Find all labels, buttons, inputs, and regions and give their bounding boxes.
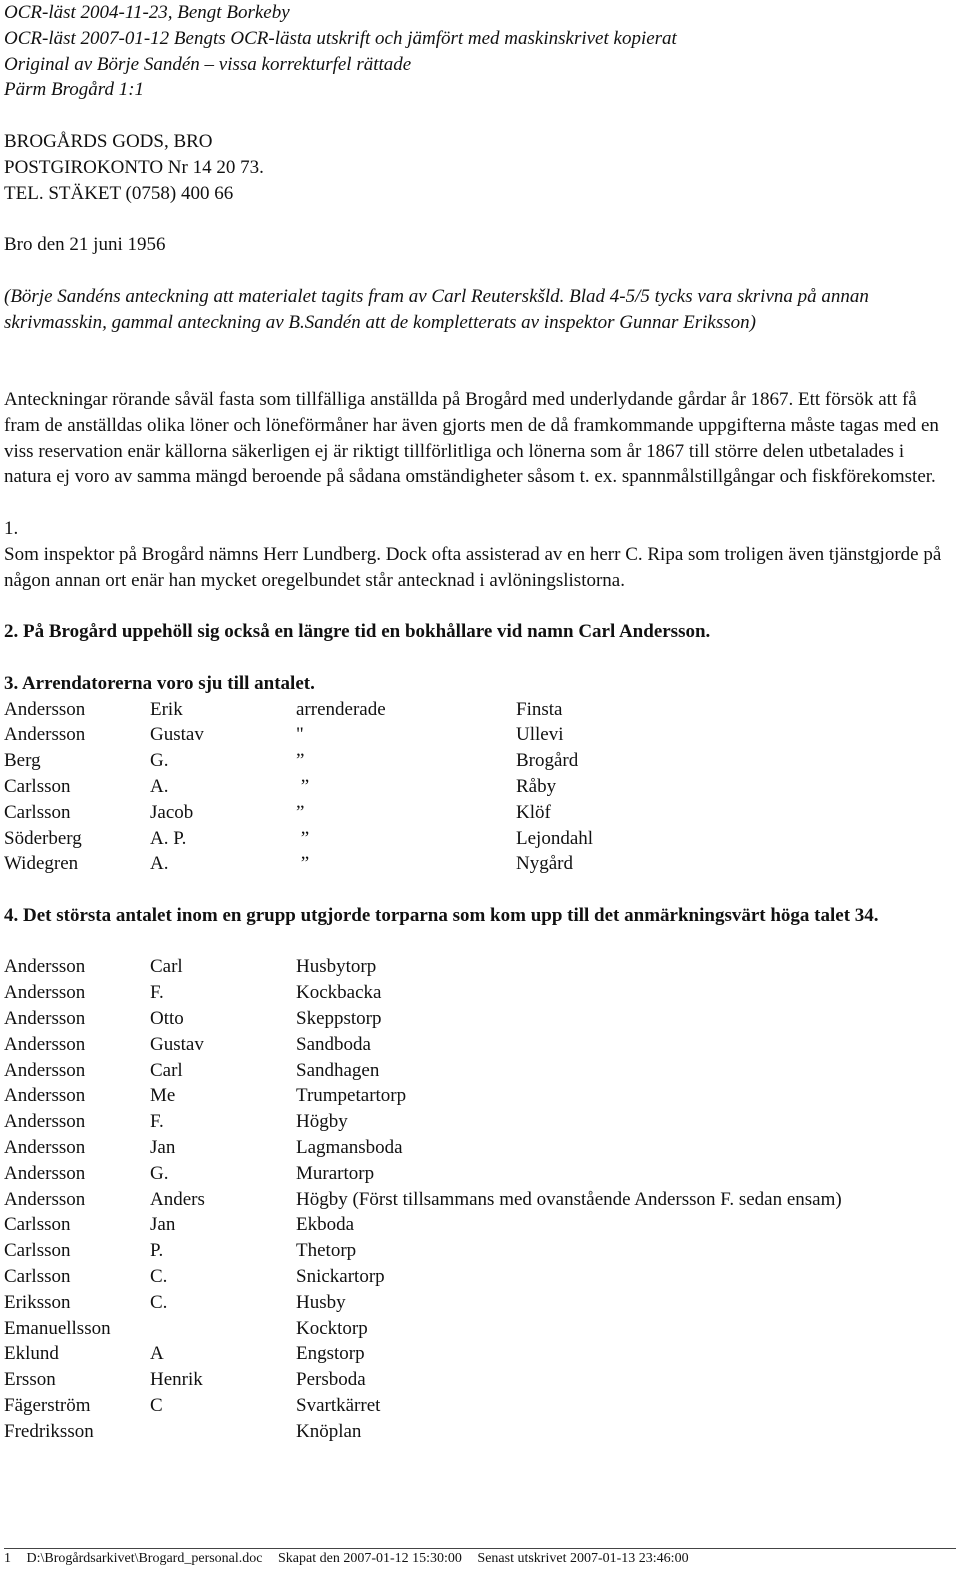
crofter-table	[4, 954, 956, 1444]
crofter-row	[4, 1419, 956, 1445]
tenant-status: ”	[296, 801, 305, 823]
crofter-surname: Andersson	[4, 1188, 86, 1210]
tenant-farm: Brogård	[516, 750, 579, 772]
section-1-number: 1.	[4, 517, 19, 539]
crofter-croft: Snickartorp	[296, 1266, 385, 1288]
tenant-row	[4, 800, 956, 826]
crofter-row	[4, 1083, 956, 1109]
footer-created: Skapat den 2007-01-12 15:30:00	[278, 1551, 462, 1566]
crofter-row	[4, 980, 956, 1006]
crofter-row	[4, 1316, 956, 1342]
crofter-firstname: Jan	[150, 1137, 176, 1159]
ocr-header	[4, 0, 956, 103]
crofter-firstname: C.	[150, 1266, 168, 1288]
tenant-firstname: Jacob	[150, 801, 194, 823]
tenant-row	[4, 826, 956, 852]
crofter-row	[4, 1135, 956, 1161]
crofter-surname: Carlsson	[4, 1214, 71, 1236]
crofter-surname: Ersson	[4, 1369, 56, 1391]
crofter-surname: Andersson	[4, 1033, 86, 1055]
crofter-firstname	[150, 1316, 296, 1342]
crofter-firstname: F.	[150, 982, 164, 1004]
tenant-table	[4, 697, 956, 878]
crofter-croft: Kockbacka	[296, 982, 382, 1004]
crofter-firstname: C.	[150, 1291, 168, 1313]
tenant-row	[4, 697, 956, 723]
crofter-croft: Thetorp	[296, 1240, 357, 1262]
tenant-farm: Finsta	[516, 698, 563, 720]
date-line: Bro den 21 juni 1956	[4, 234, 166, 256]
crofter-row	[4, 1161, 956, 1187]
tenant-firstname: Gustav	[150, 724, 204, 746]
tenant-status: arrenderade	[296, 698, 386, 720]
crofter-croft: Husbytorp	[296, 956, 377, 978]
crofter-row	[4, 1264, 956, 1290]
crofter-croft: Lagmansboda	[296, 1137, 403, 1159]
tenant-firstname: A.	[150, 853, 169, 875]
tenant-surname: Carlsson	[4, 775, 71, 797]
section-4-heading: 4. Det största antalet inom en grupp utgjorde torparna som kom upp till det anmärkningsvärt höga talet 34.	[4, 904, 879, 926]
crofter-row	[4, 954, 956, 980]
tenant-firstname: A.	[150, 775, 169, 797]
crofter-firstname: C	[150, 1395, 163, 1417]
tenant-farm: Nygård	[516, 853, 573, 875]
crofter-croft: Murartorp	[296, 1162, 375, 1184]
crofter-surname: Eriksson	[4, 1291, 71, 1313]
tenant-farm: Lejondahl	[516, 827, 594, 849]
tenant-surname: Widegren	[4, 853, 79, 875]
tenant-farm: Ullevi	[516, 724, 564, 746]
footer-printed: Senast utskrivet 2007-01-13 23:46:00	[477, 1551, 689, 1566]
crofter-croft: Skeppstorp	[296, 1008, 382, 1030]
header-line: Pärm Brogård 1:1	[4, 79, 145, 101]
crofter-surname: Fägerström	[4, 1395, 91, 1417]
crofter-surname: Emanuellsson	[4, 1317, 111, 1339]
tenant-status: "	[296, 724, 304, 746]
crofter-firstname: Jan	[150, 1214, 176, 1236]
tenant-surname: Andersson	[4, 724, 86, 746]
letterhead-line: BROGÅRDS GODS, BRO	[4, 130, 213, 152]
tenant-surname: Berg	[4, 750, 41, 772]
crofter-row	[4, 1006, 956, 1032]
section-2: 2. På Brogård uppehöll sig också en längre tid en bokhållare vid namn Carl Andersson.	[4, 621, 711, 643]
intro-paragraph: Anteckningar rörande såväl fasta som tillfälliga anställda på Brogård med underlydande gårdar år 1867. Ett försök att få fram de anställdas olika löner och löneförmåner har även gjorts men de då framkommande uppgifterna måste tagas med en viss reservation enär källorna säkerligen ej är riktigt tillförlitliga och lönerna som år 1867 till större delen utbetalades i natura ej voro av samma mängd beroende på sådana omständigheter såsom t. ex. spannmålstillgångar och fiskförekomster.	[4, 388, 939, 488]
tenant-surname: Andersson	[4, 698, 86, 720]
footer-page-number: 1	[4, 1551, 11, 1566]
tenant-status: ”	[296, 827, 310, 849]
crofter-surname: Carlsson	[4, 1240, 71, 1262]
tenant-farm: Klöf	[516, 801, 551, 823]
tenant-row	[4, 722, 956, 748]
tenant-firstname: G.	[150, 750, 169, 772]
crofter-croft: Persboda	[296, 1369, 366, 1391]
crofter-firstname: F.	[150, 1111, 164, 1133]
crofter-row	[4, 1187, 956, 1213]
editor-note: (Börje Sandéns anteckning att materialet tagits fram av Carl Reuterskšld. Blad 4-5/5 tycks vara skrivna på annan skrivmasskin, gammal anteckning av B.Sandén att de kompletterats av inspektor Gunnar Eriksson)	[4, 285, 869, 333]
tenant-firstname: Erik	[150, 698, 183, 720]
tenant-farm: Råby	[516, 775, 557, 797]
letterhead	[4, 129, 956, 206]
crofter-croft: Engstorp	[296, 1343, 365, 1365]
section-3-heading: 3. Arrendatorerna voro sju till antalet.	[4, 672, 315, 694]
section-1-text: Som inspektor på Brogård nämns Herr Lundberg. Dock ofta assisterad av en herr C. Ripa som troligen även tjänstgjorde på någon annan ort enär han mycket oregelbundet står antecknad i avlöningslistorna.	[4, 543, 942, 591]
tenant-firstname: A. P.	[150, 827, 187, 849]
crofter-surname: Eklund	[4, 1343, 59, 1365]
tenant-row	[4, 774, 956, 800]
crofter-surname: Andersson	[4, 1085, 86, 1107]
crofter-firstname: Gustav	[150, 1033, 204, 1055]
crofter-row	[4, 1212, 956, 1238]
crofter-firstname: Otto	[150, 1008, 184, 1030]
crofter-row	[4, 1058, 956, 1084]
crofter-surname: Andersson	[4, 1008, 86, 1030]
crofter-firstname: Anders	[150, 1188, 205, 1210]
crofter-firstname: Carl	[150, 956, 183, 978]
tenant-row	[4, 851, 956, 877]
crofter-croft: Trumpetartorp	[296, 1085, 407, 1107]
crofter-croft: Högby (Först tillsammans med ovanstående Andersson F. sedan ensam)	[296, 1188, 842, 1210]
crofter-firstname: P.	[150, 1240, 164, 1262]
crofter-firstname: A	[150, 1343, 164, 1365]
crofter-croft: Sandboda	[296, 1033, 371, 1055]
section-1	[4, 516, 956, 593]
tenant-status: ”	[296, 750, 305, 772]
crofter-firstname	[150, 1419, 296, 1445]
header-line: OCR-läst 2007-01-12 Bengts OCR-lästa utskrift och jämfört med maskinskrivet kopierat	[4, 27, 677, 49]
crofter-firstname: Henrik	[150, 1369, 203, 1391]
document-footer	[4, 1548, 956, 1567]
crofter-croft: Sandhagen	[296, 1059, 380, 1081]
crofter-surname: Fredriksson	[4, 1420, 94, 1442]
crofter-surname: Andersson	[4, 982, 86, 1004]
crofter-croft: Husby	[296, 1291, 346, 1313]
crofter-row	[4, 1393, 956, 1419]
crofter-surname: Andersson	[4, 1059, 86, 1081]
section-4	[4, 903, 956, 1445]
tenant-surname: Carlsson	[4, 801, 71, 823]
crofter-croft: Ekboda	[296, 1214, 355, 1236]
crofter-surname: Andersson	[4, 1137, 86, 1159]
document-page	[4, 0, 956, 1445]
section-3	[4, 671, 956, 877]
crofter-row	[4, 1032, 956, 1058]
crofter-croft: Högby	[296, 1111, 348, 1133]
crofter-surname: Andersson	[4, 1162, 86, 1184]
crofter-croft: Kocktorp	[296, 1317, 368, 1339]
header-line: OCR-läst 2004-11-23, Bengt Borkeby	[4, 2, 290, 23]
header-line: Original av Börje Sandén – vissa korrekturfel rättade	[4, 53, 412, 75]
tenant-status: ”	[296, 775, 310, 797]
tenant-row	[4, 748, 956, 774]
crofter-croft: Svartkärret	[296, 1395, 381, 1417]
crofter-row	[4, 1238, 956, 1264]
crofter-surname: Andersson	[4, 1111, 86, 1133]
crofter-row	[4, 1341, 956, 1367]
crofter-firstname: G.	[150, 1162, 169, 1184]
crofter-row	[4, 1367, 956, 1393]
tenant-surname: Söderberg	[4, 827, 82, 849]
crofter-surname: Andersson	[4, 956, 86, 978]
letterhead-line: POSTGIROKONTO Nr 14 20 73.	[4, 156, 264, 178]
crofter-surname: Carlsson	[4, 1266, 71, 1288]
crofter-row	[4, 1290, 956, 1316]
letterhead-line: TEL. STÄKET (0758) 400 66	[4, 182, 234, 204]
crofter-croft: Knöplan	[296, 1420, 362, 1442]
crofter-firstname: Carl	[150, 1059, 183, 1081]
footer-file-path: D:\Brogårdsarkivet\Brogard_personal.doc	[26, 1551, 263, 1566]
crofter-firstname: Me	[150, 1085, 176, 1107]
tenant-status: ”	[296, 853, 310, 875]
crofter-row	[4, 1109, 956, 1135]
